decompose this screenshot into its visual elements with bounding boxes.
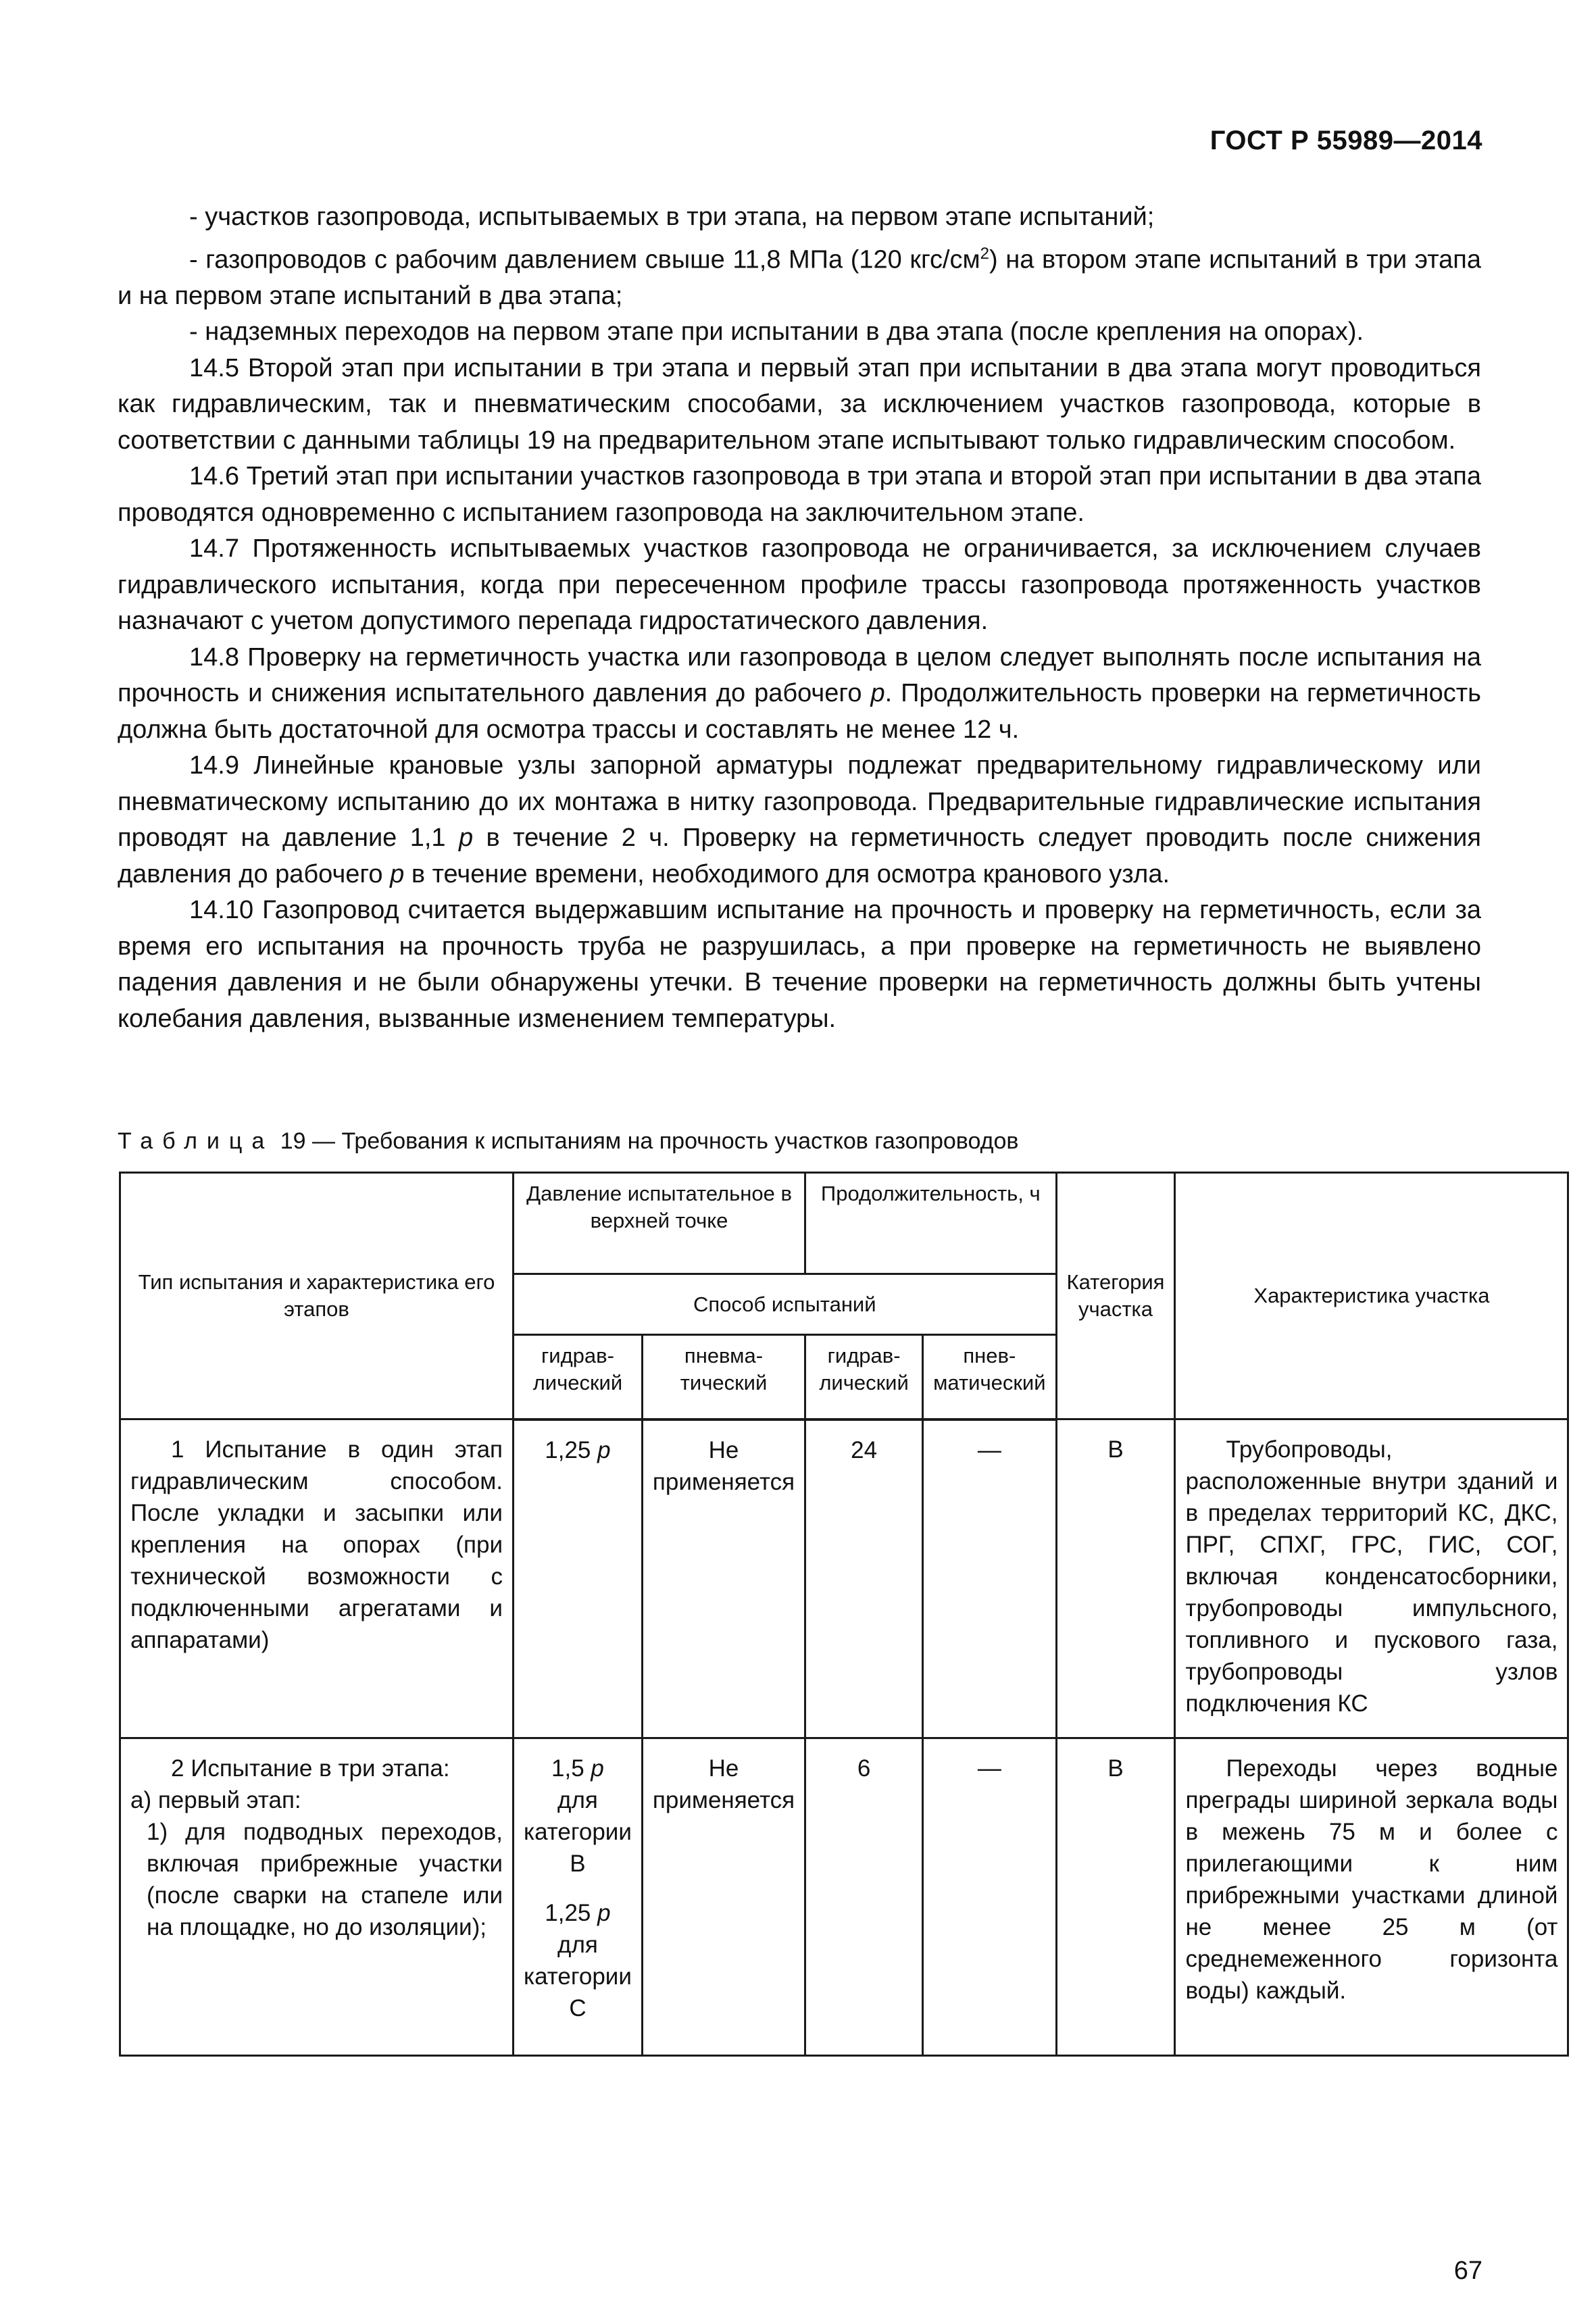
requirements-table	[119, 1172, 1569, 2057]
table-caption: Таблица 19 — Требования к испытаниям на прочность участков газопроводов	[118, 1128, 1019, 1154]
header-characteristic: Характеристика участка	[1175, 1173, 1568, 1419]
cell-duration-pneumatic: —	[923, 1738, 1056, 2056]
cell-category: В	[1056, 1738, 1175, 2056]
cell-pressure-pneumatic: Не применяется	[642, 1419, 805, 1738]
header-pneumatic-pressure: пневма-тический	[642, 1335, 805, 1419]
paragraph-14-8: 14.8 Проверку на герметичность участка или газопровода в целом следует выполнять после испытания на прочность и снижения испытательного давления до рабочего р. Продолжительность проверки на герметичность должна быть достаточной для осмотра трассы и составлять не менее 12 ч.	[118, 643, 1481, 744]
list-item: - участков газопровода, испытываемых в три этапа, на первом этапе испытаний;	[189, 203, 1155, 231]
list-item: - надземных переходов на первом этапе при испытании в два этапа (после крепления на опорах).	[189, 318, 1364, 347]
header-hydraulic-pressure: гидрав-лический	[514, 1335, 643, 1419]
header-pneumatic-duration: пнев-матический	[923, 1335, 1056, 1419]
header-pressure: Давление испытательное в верхней точке	[514, 1173, 805, 1274]
cell-characteristic: Переходы через водные преграды шириной зеркала воды в межень 75 м и более с прилегающими к ним прибрежными участками длиной не менее 25 м (от среднемеженного горизонта воды) каждый.	[1175, 1738, 1568, 2056]
cell-category: В	[1056, 1419, 1175, 1738]
paragraph-14-9: 14.9 Линейные крановые узлы запорной арматуры подлежат предварительному гидравлическому или пневматическому испытанию до их монтажа в нитку газопровода. Предварительные гидравлические испытания проводят на давление 1,1 р в течение 2 ч. Проверку на герметичность следует проводить после снижения давления до рабочего р в течение времени, необходимого для осмотра кранового узла.	[118, 751, 1481, 888]
page-number: 67	[1453, 2257, 1482, 2285]
cell-characteristic: Трубопроводы, расположенные внутри зданий и в пределах территорий КС, ДКС, ПРГ, СПХГ, ГРС, ГИС, СОГ, включая конденсатосборники, трубопроводы импульсного, топливного и пускового газа, трубопроводы узлов подключения КС	[1175, 1419, 1568, 1738]
paragraph-14-10: 14.10 Газопровод считается выдержавшим испытание на прочность и проверку на герметичность, если за время его испытания на прочность труба не разрушилась, а при проверке на герметичность не выявлено падения давления и не были обнаружены утечки. В течение проверки на герметичность должны быть учтены колебания давления, вызванные изменением температуры.	[118, 896, 1481, 1033]
document-header: ГОСТ Р 55989—2014	[1210, 126, 1482, 155]
header-hydraulic-duration: гидрав-лический	[805, 1335, 923, 1419]
cell-duration-hydraulic: 6	[805, 1738, 923, 2056]
header-duration: Продолжительность, ч	[805, 1173, 1056, 1274]
header-category: Категория участка	[1056, 1173, 1175, 1419]
paragraph-14-6: 14.6 Третий этап при испытании участков газопровода в три этапа и второй этап при испытании в два этапа проводятся одновременно с испытанием газопровода на заключительном этапе.	[118, 462, 1481, 527]
cell-pressure-hydraulic: 1,5 р для категории В 1,25 р для категории С	[514, 1738, 643, 2056]
list-item: - газопроводов с рабочим давлением свыше 11,8 МПа (120 кгс/$см^2$) на втором этапе испытаний в три этапа и на первом этапе испытаний в два этапа;	[118, 244, 1482, 310]
cell-pressure-pneumatic: Не применяется	[642, 1738, 805, 2056]
header-test-type: Тип испытания и характеристика его этапов	[120, 1173, 514, 1419]
cell-test-type: 1 Испытание в один этап гидравлическим способом. После укладки и засыпки или крепления на опорах (при технической возможности с подключенными агрегатами и аппаратами)	[120, 1419, 514, 1738]
body-text	[118, 199, 1481, 1037]
table-row	[120, 1419, 1568, 1738]
cell-duration-hydraulic: 24	[805, 1419, 923, 1738]
header-method: Способ испытаний	[514, 1274, 1057, 1335]
table-row	[120, 1738, 1568, 2056]
cell-pressure-hydraulic: 1,25 р	[514, 1419, 643, 1738]
paragraph-14-7: 14.7 Протяженность испытываемых участков газопровода не ограничивается, за исключением случаев гидравлического испытания, когда при пересеченном профиле трассы газопровода протяженность участков назначают с учетом допустимого перепада гидростатического давления.	[118, 534, 1481, 636]
cell-test-type: 2 Испытание в три этапа: а) первый этап: 1) для подводных переходов, включая прибрежные участки (после сварки на стапеле или на площадке, но до изоляции);	[120, 1738, 514, 2056]
cell-duration-pneumatic: —	[923, 1419, 1056, 1738]
paragraph-14-5: 14.5 Второй этап при испытании в три этапа и первый этап при испытании в два этапа могут проводиться как гидравлическим, так и пневматическим способами, за исключением участков газопровода, которые в соответствии с данными таблицы 19 на предварительном этапе испытывают только гидравлическим способом.	[118, 353, 1481, 455]
